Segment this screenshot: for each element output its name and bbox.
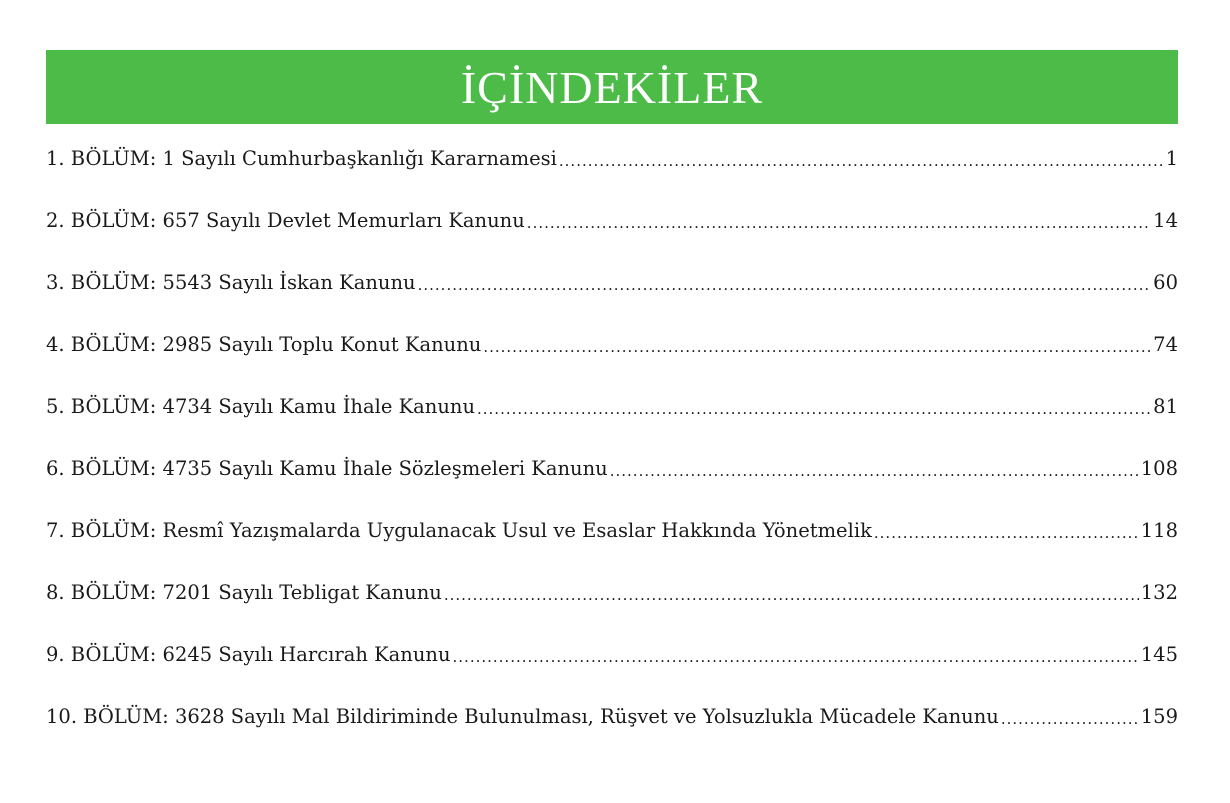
dot-leader bbox=[418, 276, 1152, 294]
toc-entry-label: 4. BÖLÜM: 2985 Sayılı Toplu Konut Kanunu bbox=[46, 332, 482, 356]
toc-page-number: 60 bbox=[1153, 270, 1178, 294]
toc-page-number: 132 bbox=[1140, 580, 1178, 604]
dot-leader bbox=[527, 214, 1151, 232]
toc-entry[interactable] bbox=[46, 685, 1178, 747]
toc-entry-label: 7. BÖLÜM: Resmî Yazışmalarda Uygulanacak Usul ve Esaslar Hakkında Yönetmelik bbox=[46, 518, 872, 542]
toc-page-number: 108 bbox=[1140, 456, 1178, 480]
toc-entry-label: 10. BÖLÜM: 3628 Sayılı Mal Bildiriminde Bulunulması, Rüşvet ve Yolsuzlukla Mücadele Kanunu bbox=[46, 704, 999, 728]
dot-leader bbox=[559, 152, 1164, 170]
toc-entry[interactable] bbox=[46, 189, 1178, 251]
toc-entry-label: 5. BÖLÜM: 4734 Sayılı Kamu İhale Kanunu bbox=[46, 394, 475, 418]
dot-leader bbox=[453, 648, 1139, 666]
toc-page-number: 74 bbox=[1153, 332, 1178, 356]
title-banner bbox=[46, 50, 1178, 124]
toc-page-number: 118 bbox=[1140, 518, 1178, 542]
toc-entry[interactable] bbox=[46, 561, 1178, 623]
toc-entry-label: 1. BÖLÜM: 1 Sayılı Cumhurbaşkanlığı Kararnamesi bbox=[46, 146, 557, 170]
toc-entry[interactable] bbox=[46, 127, 1178, 189]
dot-leader bbox=[483, 338, 1151, 356]
toc-page-number: 159 bbox=[1140, 704, 1178, 728]
toc-entry[interactable] bbox=[46, 623, 1178, 685]
toc-entry-label: 9. BÖLÜM: 6245 Sayılı Harcırah Kanunu bbox=[46, 642, 451, 666]
toc-entry[interactable] bbox=[46, 499, 1178, 561]
toc-entry-label: 8. BÖLÜM: 7201 Sayılı Tebligat Kanunu bbox=[46, 580, 442, 604]
dot-leader bbox=[1001, 710, 1139, 728]
toc-entry-label: 6. BÖLÜM: 4735 Sayılı Kamu İhale Sözleşmeleri Kanunu bbox=[46, 456, 608, 480]
toc-entry-label: 3. BÖLÜM: 5543 Sayılı İskan Kanunu bbox=[46, 270, 416, 294]
toc-page-number: 145 bbox=[1140, 642, 1178, 666]
toc-entry[interactable] bbox=[46, 251, 1178, 313]
toc-entry[interactable] bbox=[46, 375, 1178, 437]
dot-leader bbox=[610, 462, 1139, 480]
toc-page-number: 81 bbox=[1153, 394, 1178, 418]
toc-page-number: 14 bbox=[1153, 208, 1178, 232]
page-title: İÇİNDEKİLER bbox=[460, 61, 764, 113]
table-of-contents bbox=[46, 127, 1178, 747]
toc-entry[interactable] bbox=[46, 437, 1178, 499]
toc-entry-label: 2. BÖLÜM: 657 Sayılı Devlet Memurları Kanunu bbox=[46, 208, 525, 232]
toc-page-number: 1 bbox=[1165, 146, 1178, 170]
dot-leader bbox=[444, 586, 1139, 604]
dot-leader bbox=[874, 524, 1139, 542]
toc-entry[interactable] bbox=[46, 313, 1178, 375]
dot-leader bbox=[477, 400, 1151, 418]
